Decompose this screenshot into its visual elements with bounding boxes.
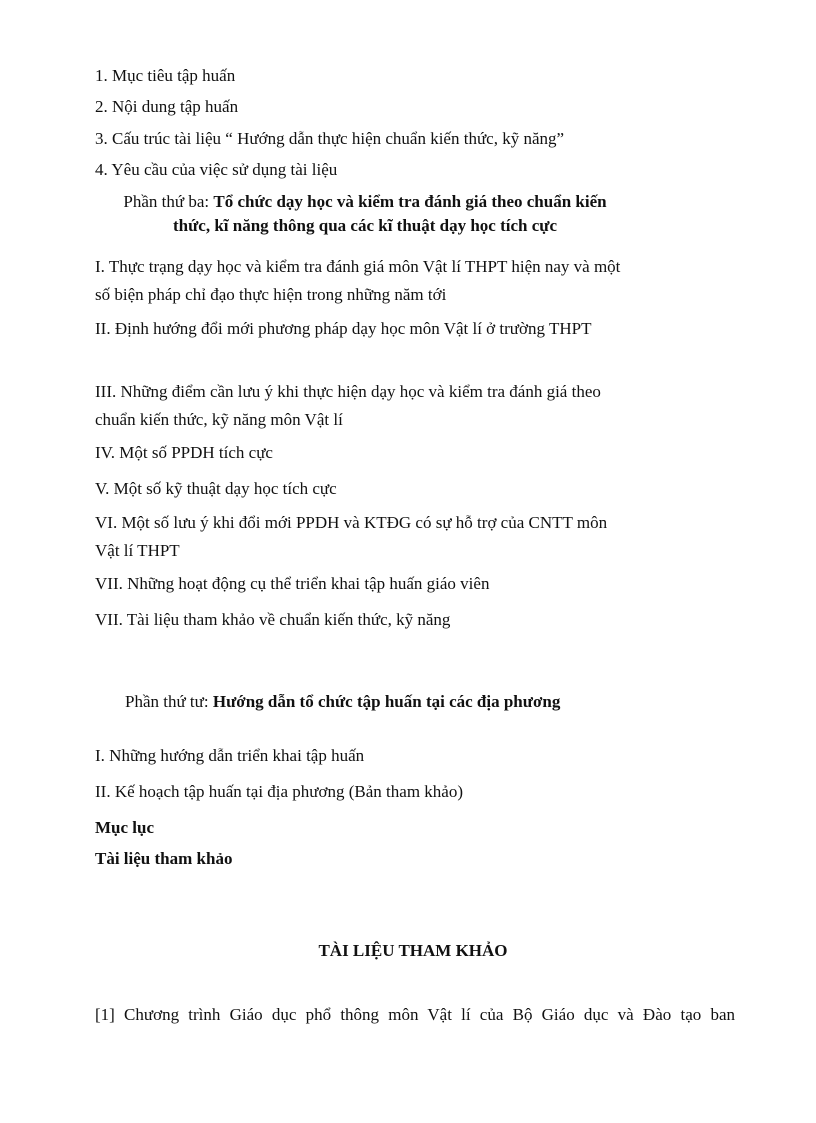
reference-item: [1] Chương trình Giáo dục phổ thông môn Vật lí của Bộ Giáo dục và Đào tạo ban	[95, 1005, 735, 1024]
part3-item: VII. Những hoạt động cụ thể triển khai tập huấn giáo viên	[95, 574, 490, 593]
part3-heading-line1	[95, 190, 635, 214]
outline-item: 4. Yêu cầu của việc sử dụng tài liệu	[95, 160, 338, 179]
part3-heading	[95, 190, 635, 238]
part3-item: I. Thực trạng dạy học và kiểm tra đánh giá môn Vật lí THPT hiện nay và một số biện pháp chỉ đạo thực hiện trong những năm tới	[95, 257, 621, 304]
references-label: Tài liệu tham khảo	[95, 849, 233, 868]
part4-item: I. Những hướng dẫn triển khai tập huấn	[95, 746, 365, 765]
table-of-contents-label: Mục lục	[95, 818, 155, 837]
outline-item: 2. Nội dung tập huấn	[95, 97, 239, 116]
part3-prefix: Phần thứ ba:	[123, 192, 214, 211]
part3-item: VII. Tài liệu tham khảo về chuẩn kiến thức, kỹ năng	[95, 610, 451, 629]
part3-item: IV. Một số PPDH tích cực	[95, 443, 273, 462]
part4-item: II. Kế hoạch tập huấn tại địa phương (Bản tham khảo)	[95, 782, 464, 801]
outline-item: 3. Cấu trúc tài liệu “ Hướng dẫn thực hiện chuẩn kiến thức, kỹ năng”	[95, 129, 565, 148]
part4-prefix: Phần thứ tư:	[125, 692, 213, 711]
part3-item: V. Một số kỹ thuật dạy học tích cực	[95, 479, 337, 498]
part3-item: II. Định hướng đổi mới phương pháp dạy học môn Vật lí ở trường THPT	[95, 319, 592, 338]
part3-title-line2: thức, kĩ năng thông qua các kĩ thuật dạy học tích cực	[172, 216, 558, 235]
part4-title: Hướng dẫn tổ chức tập huấn tại các địa phương	[212, 692, 561, 711]
references-heading: TÀI LIỆU THAM KHẢO	[318, 941, 508, 960]
part4-heading	[125, 691, 560, 713]
part3-title-line1: Tổ chức dạy học và kiểm tra đánh giá theo chuẩn kiến	[213, 192, 607, 211]
outline-item: 1. Mục tiêu tập huấn	[95, 66, 236, 85]
part3-item: VI. Một số lưu ý khi đổi mới PPDH và KTĐG có sự hỗ trợ của CNTT môn Vật lí THPT	[95, 513, 608, 560]
part3-item: III. Những điểm cần lưu ý khi thực hiện dạy học và kiểm tra đánh giá theo chuẩn kiến thức, kỹ năng môn Vật lí	[95, 382, 601, 429]
